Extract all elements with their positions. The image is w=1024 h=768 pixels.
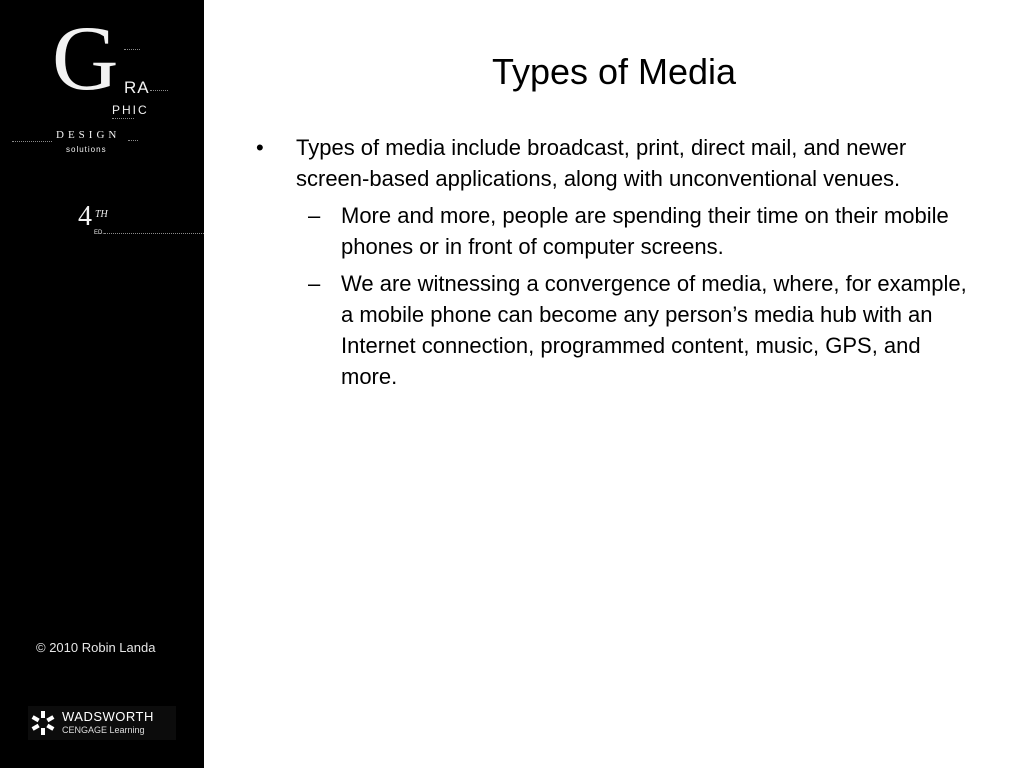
logo-divider [112,118,134,119]
logo-divider [150,90,168,91]
sub-bullet-marker: – [308,203,321,228]
bullet-item [252,132,982,194]
sub-bullet-text: We are witnessing a convergence of media, where, for example, a mobile phone can become any person’s media hub with an Internet connection, programmed content, music, GPS, and more. [341,271,967,389]
publisher-name: WADSWORTH [62,709,154,724]
logo-letters-phic: PHIC [112,103,149,117]
bullet-text: Types of media include broadcast, print, direct mail, and newer screen-based applications, along with unconventional venues. [296,135,907,191]
sub-bullet-list [252,200,982,392]
sub-bullet-marker: – [308,271,321,296]
sub-bullet-text: More and more, people are spending their time on their mobile phones or in front of computer screens. [341,203,949,259]
logo-letters-ra: RA [124,78,150,97]
logo-divider [104,233,204,234]
logo-word-design: DESIGN [56,129,121,141]
edition-number: 4 [78,201,92,232]
sub-bullet-item [252,268,982,392]
logo-divider [12,141,52,142]
logo-word-solutions: solutions [66,145,107,154]
logo-divider [128,140,138,141]
edition-label: ED. [94,230,105,236]
copyright-text: © 2010 Robin Landa [36,640,156,655]
cengage-star-icon [30,710,56,736]
sub-bullet-item [252,200,982,262]
slide-content [252,132,982,398]
sidebar [0,0,204,768]
book-logo [0,0,204,250]
publisher-subtitle: CENGAGE Learning [62,725,145,735]
slide-title: Types of Media [491,51,737,92]
bullet-marker: • [256,135,264,160]
edition-suffix: TH [95,209,108,220]
logo-letter-g: G [52,7,119,109]
publisher-logo [28,706,176,740]
logo-divider [124,49,140,50]
